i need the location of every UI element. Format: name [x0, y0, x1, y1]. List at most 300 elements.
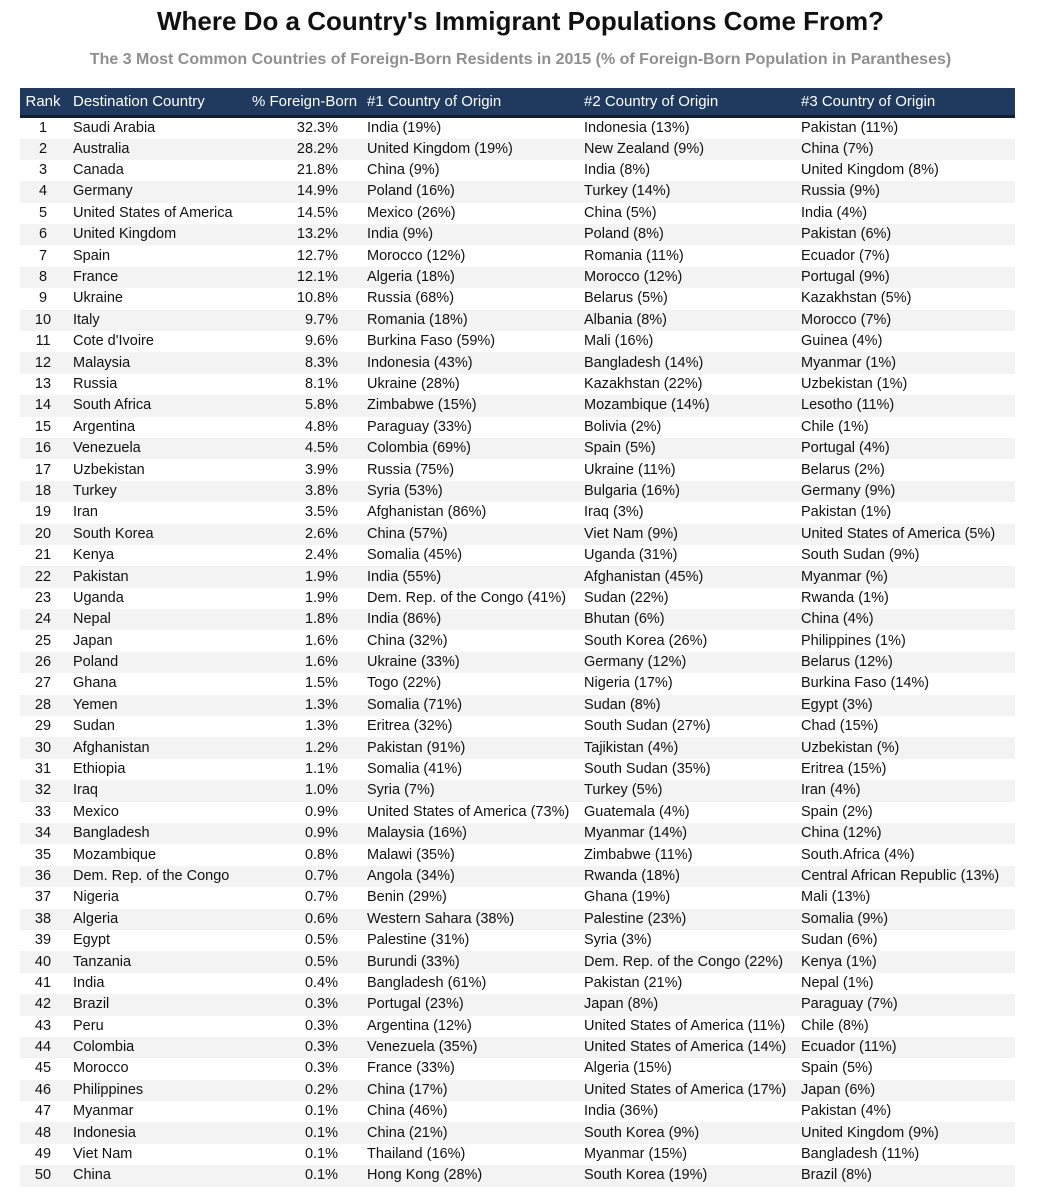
origin-3-cell: Paraguay (7%): [801, 996, 898, 1013]
table-row: [20, 267, 1015, 288]
origin-2-cell: Dem. Rep. of the Congo (22%): [584, 953, 784, 970]
origin-2-cell: Indonesia (13%): [584, 119, 690, 136]
destination-cell: Myanmar: [73, 1103, 134, 1120]
origin-1-cell: Malawi (35%): [367, 846, 455, 863]
foreign-born-cell: 1.2%: [304, 739, 338, 756]
origin-1-cell: Palestine (31%): [367, 932, 470, 949]
destination-cell: France: [73, 269, 119, 286]
destination-cell: Egypt: [73, 932, 111, 949]
origin-1-cell: Zimbabwe (15%): [367, 397, 477, 414]
origin-2-cell: Turkey (14%): [584, 183, 671, 200]
foreign-born-cell: 1.0%: [304, 782, 338, 799]
origin-3-cell: United Kingdom (8%): [801, 162, 939, 179]
origin-2-cell: New Zealand (9%): [584, 140, 705, 157]
table-row: [20, 502, 1015, 523]
foreign-born-cell: 12.7%: [296, 247, 338, 264]
table-row: [20, 695, 1015, 716]
rank-cell: 3: [38, 162, 48, 179]
table-row: [20, 823, 1015, 844]
origin-3-cell: Nepal (1%): [801, 974, 874, 991]
origin-1-cell: Benin (29%): [367, 889, 447, 906]
foreign-born-cell: 32.3%: [296, 119, 338, 136]
rank-cell: 2: [38, 140, 48, 157]
foreign-born-cell: 2.4%: [304, 547, 338, 564]
table-row: [20, 1122, 1015, 1143]
foreign-born-cell: 28.2%: [296, 140, 338, 157]
origin-1-cell: Eritrea (32%): [367, 718, 453, 735]
origin-1-cell: Algeria (18%): [367, 269, 455, 286]
rank-cell: 30: [34, 739, 52, 756]
rank-cell: 39: [34, 932, 52, 949]
chart-subtitle: The 3 Most Common Countries of Foreign-Born Residents in 2015 (% of Foreign-Born Population in Parantheses): [89, 51, 952, 68]
rank-cell: 22: [34, 568, 52, 585]
origin-3-cell: Myanmar (1%): [801, 354, 897, 371]
destination-cell: Mozambique: [73, 846, 157, 863]
origin-2-cell: Belarus (5%): [584, 290, 668, 307]
rank-cell: 4: [38, 183, 48, 200]
origin-1-cell: Togo (22%): [367, 675, 442, 692]
rank-cell: 48: [34, 1124, 52, 1141]
origin-3-cell: China (7%): [801, 140, 874, 157]
table-row: [20, 630, 1015, 651]
table-row: [20, 288, 1015, 309]
table-row: [20, 930, 1015, 951]
origin-3-cell: Uzbekistan (1%): [801, 375, 908, 392]
origin-2-cell: Viet Nam (9%): [584, 525, 679, 542]
origin-3-cell: Philippines (1%): [801, 632, 906, 649]
destination-cell: Saudi Arabia: [73, 119, 156, 136]
destination-cell: Poland: [73, 654, 119, 671]
origin-3-cell: Chad (15%): [801, 718, 879, 735]
foreign-born-cell: 1.6%: [304, 632, 338, 649]
foreign-born-cell: 0.3%: [304, 1039, 338, 1056]
rank-cell: 28: [34, 696, 52, 713]
rank-cell: 45: [34, 1060, 52, 1077]
table-body: [20, 116, 1015, 1187]
origin-2-cell: India (36%): [584, 1103, 659, 1120]
table-row: [20, 310, 1015, 331]
table-row: [20, 994, 1015, 1015]
origin-2-cell: Germany (12%): [584, 654, 687, 671]
origin-1-cell: Bangladesh (61%): [367, 974, 487, 991]
table-row: [20, 116, 1015, 139]
foreign-born-cell: 1.3%: [304, 696, 338, 713]
rank-cell: 11: [35, 333, 51, 350]
origin-3-cell: Eritrea (15%): [801, 761, 887, 778]
origin-1-cell: Angola (34%): [367, 867, 455, 884]
column-header-rank: Rank: [20, 88, 66, 116]
rank-cell: 34: [34, 825, 52, 842]
table-row: [20, 524, 1015, 545]
foreign-born-cell: 0.9%: [304, 825, 338, 842]
origin-3-cell: Lesotho (11%): [801, 397, 895, 414]
origin-2-cell: Nigeria (17%): [584, 675, 673, 692]
origin-1-cell: Paraguay (33%): [367, 418, 472, 435]
origin-2-cell: Sudan (22%): [584, 589, 669, 606]
table-row: [20, 1165, 1015, 1186]
origin-2-cell: South Sudan (35%): [584, 761, 711, 778]
chart-title: Where Do a Country's Immigrant Populations Come From?: [156, 6, 885, 36]
rank-cell: 38: [34, 910, 52, 927]
foreign-born-cell: 9.7%: [304, 311, 338, 328]
origin-1-cell: Syria (53%): [367, 482, 443, 499]
origin-2-cell: Zimbabwe (11%): [584, 846, 693, 863]
origin-1-cell: Colombia (69%): [367, 440, 471, 457]
origin-1-cell: Somalia (45%): [367, 547, 463, 564]
foreign-born-cell: 0.3%: [304, 1017, 338, 1034]
column-header-origin-1: #1 Country of Origin: [360, 88, 577, 116]
origin-3-cell: Sudan (6%): [801, 932, 878, 949]
foreign-born-cell: 1.8%: [304, 611, 338, 628]
destination-cell: Philippines: [73, 1081, 144, 1098]
foreign-born-cell: 1.3%: [304, 718, 338, 735]
origin-2-cell: Afghanistan (45%): [584, 568, 704, 585]
origin-2-cell: Mozambique (14%): [584, 397, 710, 414]
table-row: [20, 780, 1015, 801]
origin-3-cell: China (4%): [801, 611, 874, 628]
origin-2-cell: Spain (5%): [584, 440, 656, 457]
origin-2-cell: United States of America (11%): [584, 1017, 786, 1034]
origin-3-cell: Russia (9%): [801, 183, 880, 200]
foreign-born-cell: 0.3%: [304, 996, 338, 1013]
rank-cell: 13: [34, 375, 52, 392]
rank-cell: 36: [34, 867, 52, 884]
table-row: [20, 716, 1015, 737]
table-row: [20, 844, 1015, 865]
rank-cell: 9: [38, 290, 48, 307]
destination-cell: Uganda: [73, 589, 124, 606]
origin-3-cell: Germany (9%): [801, 482, 896, 499]
rank-cell: 24: [34, 611, 52, 628]
origin-1-cell: China (9%): [367, 162, 440, 179]
foreign-born-cell: 1.1%: [304, 761, 338, 778]
origin-3-cell: Burkina Faso (14%): [801, 675, 930, 692]
origin-2-cell: Ghana (19%): [584, 889, 671, 906]
foreign-born-cell: 4.5%: [304, 440, 338, 457]
foreign-born-cell: 0.7%: [304, 889, 338, 906]
table-header: [20, 88, 1015, 116]
destination-cell: Japan: [73, 632, 113, 649]
origin-2-cell: South Korea (9%): [584, 1124, 700, 1141]
origin-3-cell: Ecuador (11%): [801, 1039, 897, 1056]
destination-cell: Ghana: [73, 675, 117, 692]
destination-cell: Sudan: [73, 718, 115, 735]
origin-2-cell: South Sudan (27%): [584, 718, 711, 735]
table-row: [20, 374, 1015, 395]
foreign-born-cell: 0.3%: [304, 1060, 338, 1077]
origin-1-cell: Poland (16%): [367, 183, 455, 200]
origin-1-cell: Western Sahara (38%): [367, 910, 515, 927]
column-header-destination: Destination Country: [66, 88, 252, 116]
header-row: [20, 88, 1015, 116]
origin-1-cell: United States of America (73%): [367, 803, 570, 820]
foreign-born-cell: 0.4%: [304, 974, 338, 991]
origin-3-cell: South.Africa (4%): [801, 846, 915, 863]
rank-cell: 27: [34, 675, 52, 692]
origin-1-cell: China (57%): [367, 525, 448, 542]
origin-1-cell: Burundi (33%): [367, 953, 460, 970]
origin-3-cell: Central African Republic (13%): [801, 867, 1000, 884]
origin-2-cell: Sudan (8%): [584, 696, 661, 713]
rank-cell: 7: [38, 247, 48, 264]
foreign-born-cell: 0.9%: [304, 803, 338, 820]
origin-2-cell: Pakistan (21%): [584, 974, 683, 991]
rank-cell: 33: [34, 803, 52, 820]
rank-cell: 32: [34, 782, 52, 799]
foreign-born-cell: 14.5%: [296, 204, 338, 221]
origin-1-cell: India (55%): [367, 568, 442, 585]
table-row: [20, 331, 1015, 352]
table-row: [20, 1037, 1015, 1058]
rank-cell: 10: [34, 311, 52, 328]
origin-3-cell: Egypt (3%): [801, 696, 873, 713]
table-row: [20, 759, 1015, 780]
origin-3-cell: Rwanda (1%): [801, 589, 889, 606]
origin-3-cell: Iran (4%): [801, 782, 861, 799]
table-row: [20, 245, 1015, 266]
origin-3-cell: Kazakhstan (5%): [801, 290, 912, 307]
table-row: [20, 973, 1015, 994]
origin-1-cell: India (9%): [367, 226, 434, 243]
origin-2-cell: Myanmar (15%): [584, 1146, 688, 1163]
destination-cell: Viet Nam: [73, 1146, 133, 1163]
foreign-born-cell: 0.1%: [304, 1124, 338, 1141]
column-header-foreign-born: % Foreign-Born: [252, 88, 360, 116]
origin-1-cell: Malaysia (16%): [367, 825, 467, 842]
origin-2-cell: Bhutan (6%): [584, 611, 665, 628]
origin-1-cell: Somalia (41%): [367, 761, 463, 778]
foreign-born-cell: 3.9%: [304, 461, 338, 478]
destination-cell: Afghanistan: [73, 739, 150, 756]
origin-2-cell: Bangladesh (14%): [584, 354, 704, 371]
origin-1-cell: Russia (75%): [367, 461, 455, 478]
origin-3-cell: Ecuador (7%): [801, 247, 890, 264]
origin-3-cell: Belarus (12%): [801, 654, 893, 671]
foreign-born-cell: 1.9%: [304, 589, 338, 606]
foreign-born-cell: 21.8%: [296, 162, 338, 179]
origin-3-cell: Somalia (9%): [801, 910, 889, 927]
foreign-born-cell: 1.9%: [304, 568, 338, 585]
origin-3-cell: Portugal (4%): [801, 440, 890, 457]
foreign-born-cell: 9.6%: [304, 333, 338, 350]
origin-1-cell: Russia (68%): [367, 290, 455, 307]
rank-cell: 15: [34, 418, 52, 435]
table-row: [20, 139, 1015, 160]
destination-cell: Iran: [73, 504, 98, 521]
rank-cell: 19: [34, 504, 52, 521]
table-row: [20, 588, 1015, 609]
origin-2-cell: Turkey (5%): [584, 782, 663, 799]
rank-cell: 49: [34, 1146, 52, 1163]
origin-3-cell: United States of America (5%): [801, 525, 996, 542]
origin-1-cell: Syria (7%): [367, 782, 435, 799]
origin-1-cell: Argentina (12%): [367, 1017, 472, 1034]
table-row: [20, 481, 1015, 502]
table-row: [20, 203, 1015, 224]
column-header-origin-3: #3 Country of Origin: [794, 88, 1015, 116]
origin-3-cell: Bangladesh (11%): [801, 1146, 920, 1163]
origin-1-cell: Thailand (16%): [367, 1146, 466, 1163]
destination-cell: Cote d'Ivoire: [73, 333, 154, 350]
origin-2-cell: South Korea (19%): [584, 1167, 708, 1184]
origin-2-cell: Uganda (31%): [584, 547, 678, 564]
destination-cell: Venezuela: [73, 440, 141, 457]
destination-cell: Nigeria: [73, 889, 119, 906]
rank-cell: 40: [34, 953, 52, 970]
destination-cell: Iraq: [73, 782, 98, 799]
destination-cell: Kenya: [73, 547, 115, 564]
origin-3-cell: Pakistan (11%): [801, 119, 899, 136]
origin-3-cell: Brazil (8%): [801, 1167, 872, 1184]
table-row: [20, 652, 1015, 673]
table-row: [20, 352, 1015, 373]
table-row: [20, 951, 1015, 972]
rank-cell: 42: [34, 996, 52, 1013]
origin-1-cell: United Kingdom (19%): [367, 140, 513, 157]
destination-cell: Brazil: [73, 996, 110, 1013]
origin-1-cell: Somalia (71%): [367, 696, 463, 713]
origin-2-cell: Palestine (23%): [584, 910, 687, 927]
table-row: [20, 609, 1015, 630]
origin-2-cell: South Korea (26%): [584, 632, 708, 649]
immigration-table: [20, 88, 1015, 1187]
origin-1-cell: Mexico (26%): [367, 204, 456, 221]
origin-1-cell: Hong Kong (28%): [367, 1167, 483, 1184]
origin-3-cell: Spain (2%): [801, 803, 873, 820]
table-row: [20, 1016, 1015, 1037]
rank-cell: 37: [34, 889, 52, 906]
origin-3-cell: Myanmar (%): [801, 568, 889, 585]
destination-cell: Pakistan: [73, 568, 129, 585]
rank-cell: 12: [34, 354, 52, 371]
table-row: [20, 459, 1015, 480]
origin-3-cell: Pakistan (6%): [801, 226, 892, 243]
table-row: [20, 545, 1015, 566]
foreign-born-cell: 4.8%: [304, 418, 338, 435]
column-header-origin-2: #2 Country of Origin: [577, 88, 794, 116]
origin-3-cell: Spain (5%): [801, 1060, 873, 1077]
destination-cell: Australia: [73, 140, 130, 157]
foreign-born-cell: 2.6%: [304, 525, 338, 542]
rank-cell: 8: [38, 269, 48, 286]
rank-cell: 44: [34, 1039, 52, 1056]
origin-1-cell: China (17%): [367, 1081, 448, 1098]
origin-1-cell: Portugal (23%): [367, 996, 464, 1013]
origin-3-cell: India (4%): [801, 204, 868, 221]
destination-cell: Ethiopia: [73, 761, 126, 778]
destination-cell: Uzbekistan: [73, 461, 145, 478]
origin-2-cell: Bulgaria (16%): [584, 482, 680, 499]
destination-cell: Colombia: [73, 1039, 135, 1056]
rank-cell: 31: [34, 761, 52, 778]
origin-1-cell: Venezuela (35%): [367, 1039, 478, 1056]
origin-1-cell: Morocco (12%): [367, 247, 466, 264]
origin-3-cell: United Kingdom (9%): [801, 1124, 939, 1141]
foreign-born-cell: 0.8%: [304, 846, 338, 863]
foreign-born-cell: 12.1%: [296, 269, 338, 286]
origin-3-cell: Mali (13%): [801, 889, 871, 906]
origin-2-cell: India (8%): [584, 162, 651, 179]
origin-1-cell: Afghanistan (86%): [367, 504, 487, 521]
origin-2-cell: Kazakhstan (22%): [584, 375, 703, 392]
rank-cell: 26: [34, 654, 52, 671]
origin-1-cell: Ukraine (33%): [367, 654, 460, 671]
origin-1-cell: China (21%): [367, 1124, 448, 1141]
origin-2-cell: Albania (8%): [584, 311, 668, 328]
foreign-born-cell: 10.8%: [296, 290, 338, 307]
table-row: [20, 417, 1015, 438]
origin-2-cell: United States of America (17%): [584, 1081, 787, 1098]
origin-2-cell: Poland (8%): [584, 226, 664, 243]
rank-cell: 5: [38, 204, 48, 221]
foreign-born-cell: 3.5%: [304, 504, 338, 521]
origin-3-cell: Chile (8%): [801, 1017, 869, 1034]
origin-2-cell: Ukraine (11%): [584, 461, 676, 478]
table-row: [20, 1058, 1015, 1079]
origin-3-cell: Pakistan (4%): [801, 1103, 892, 1120]
destination-cell: South Africa: [73, 397, 152, 414]
origin-1-cell: Romania (18%): [367, 311, 468, 328]
destination-cell: Tanzania: [73, 953, 132, 970]
origin-2-cell: Morocco (12%): [584, 269, 683, 286]
rank-cell: 14: [34, 397, 52, 414]
table-row: [20, 737, 1015, 758]
destination-cell: Mexico: [73, 803, 119, 820]
foreign-born-cell: 0.1%: [304, 1167, 338, 1184]
origin-2-cell: Romania (11%): [584, 247, 684, 264]
rank-cell: 1: [38, 119, 48, 136]
foreign-born-cell: 1.5%: [304, 675, 338, 692]
destination-cell: Italy: [73, 311, 100, 328]
rank-cell: 6: [38, 226, 48, 243]
origin-2-cell: Algeria (15%): [584, 1060, 672, 1077]
destination-cell: Russia: [73, 375, 118, 392]
destination-cell: India: [73, 974, 105, 991]
foreign-born-cell: 0.7%: [304, 867, 338, 884]
destination-cell: Nepal: [73, 611, 111, 628]
origin-1-cell: Burkina Faso (59%): [367, 333, 496, 350]
table-row: [20, 181, 1015, 202]
foreign-born-cell: 5.8%: [304, 397, 338, 414]
destination-cell: South Korea: [73, 525, 154, 542]
table-row: [20, 566, 1015, 587]
table-row: [20, 1144, 1015, 1165]
origin-3-cell: Portugal (9%): [801, 269, 890, 286]
table-row: [20, 887, 1015, 908]
table-row: [20, 866, 1015, 887]
origin-2-cell: Mali (16%): [584, 333, 654, 350]
origin-1-cell: India (19%): [367, 119, 442, 136]
rank-cell: 16: [34, 440, 52, 457]
origin-3-cell: Japan (6%): [801, 1081, 876, 1098]
origin-1-cell: France (33%): [367, 1060, 455, 1077]
destination-cell: Morocco: [73, 1060, 129, 1077]
foreign-born-cell: 0.2%: [304, 1081, 338, 1098]
destination-cell: Germany: [73, 183, 133, 200]
destination-cell: China: [73, 1167, 111, 1184]
destination-cell: Malaysia: [73, 354, 131, 371]
origin-1-cell: Dem. Rep. of the Congo (41%): [367, 589, 567, 606]
foreign-born-cell: 0.5%: [304, 932, 338, 949]
table-row: [20, 438, 1015, 459]
destination-cell: Algeria: [73, 910, 119, 927]
destination-cell: Yemen: [73, 696, 118, 713]
origin-2-cell: China (5%): [584, 204, 657, 221]
destination-cell: United Kingdom: [73, 226, 177, 243]
destination-cell: Argentina: [73, 418, 136, 435]
origin-2-cell: Japan (8%): [584, 996, 659, 1013]
table-row: [20, 802, 1015, 823]
